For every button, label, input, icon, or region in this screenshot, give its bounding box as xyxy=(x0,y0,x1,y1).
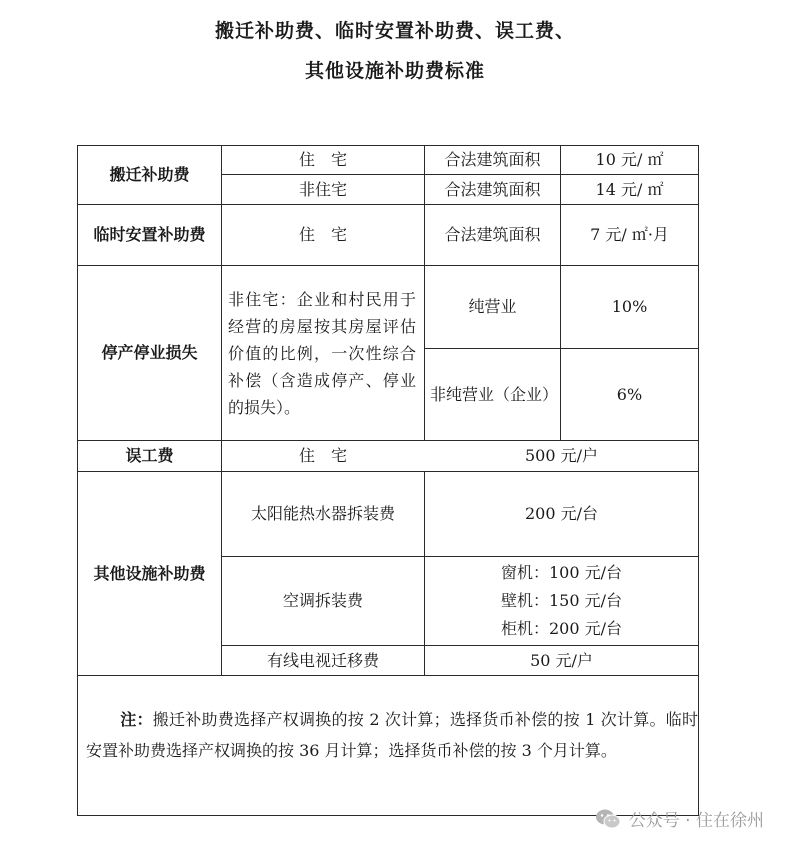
note-label: 注： xyxy=(120,710,153,729)
lost-work-type: 住 宅 xyxy=(298,446,347,465)
relocation-residential: 住 宅 xyxy=(298,150,347,169)
watermark xyxy=(595,806,764,831)
ac-cabinet-rate: 柜机：200 元/台 xyxy=(500,619,623,638)
cable-tv-label: 有线电视迁移费 xyxy=(266,650,379,670)
air-conditioner-label: 空调拆装费 xyxy=(282,591,363,610)
relocation-non-residential: 非住宅 xyxy=(298,179,347,199)
non-pure-business-label: 非纯营业（企业） xyxy=(430,384,559,404)
temporary-rate: 7 元/ ㎡·月 xyxy=(590,225,669,244)
watermark-text: 公众号 · 住在徐州 xyxy=(628,811,764,831)
cable-tv-rate: 50 元/户 xyxy=(530,650,593,670)
pure-business-label: 纯营业 xyxy=(468,297,517,316)
document-title-line-1: 搬迁补助费、临时安置补助费、误工费、 xyxy=(214,20,575,42)
solar-heater-rate: 200 元/台 xyxy=(524,504,599,523)
relocation-category: 搬迁补助费 xyxy=(109,165,190,184)
business-loss-description: 非住宅：企业和村民用于经营的房屋按其房屋评估价值的比例，一次性综合补偿（含造成停产、停业的损失）。 xyxy=(228,289,416,417)
ac-wall-rate: 壁机：150 元/台 xyxy=(500,591,623,610)
other-facilities-category: 其他设施补助费 xyxy=(93,563,206,583)
relocation-rate-non-residential: 14 元/ ㎡ xyxy=(595,179,664,199)
relocation-basis-2: 合法建筑面积 xyxy=(444,179,541,199)
pure-business-rate: 10% xyxy=(611,297,648,316)
ac-window-rate: 窗机：100 元/台 xyxy=(500,563,623,582)
document-title-line-2: 其他设施补助费标准 xyxy=(304,60,485,82)
temporary-basis: 合法建筑面积 xyxy=(444,225,541,244)
lost-work-rate: 500 元/户 xyxy=(524,446,599,465)
note-text: 搬迁补助费选择产权调换的按 2 次计算；选择货币补偿的按 1 次计算。临时安置补助费选择产权调换的按 36 月计算；选择货币补偿的按 3 个月计算。 xyxy=(86,710,698,760)
lost-work-category: 误工费 xyxy=(125,446,174,465)
wechat-icon xyxy=(595,808,621,830)
business-loss-category: 停产停业损失 xyxy=(101,343,198,362)
air-conditioner-rates xyxy=(425,557,698,645)
non-pure-business-rate: 6% xyxy=(616,384,643,404)
temporary-category: 临时安置补助费 xyxy=(93,225,206,244)
table-note xyxy=(86,704,698,766)
solar-heater-label: 太阳能热水器拆装费 xyxy=(250,504,395,523)
temporary-type: 住 宅 xyxy=(298,225,347,244)
relocation-rate-residential: 10 元/ ㎡ xyxy=(595,150,664,169)
relocation-basis-1: 合法建筑面积 xyxy=(444,150,541,169)
